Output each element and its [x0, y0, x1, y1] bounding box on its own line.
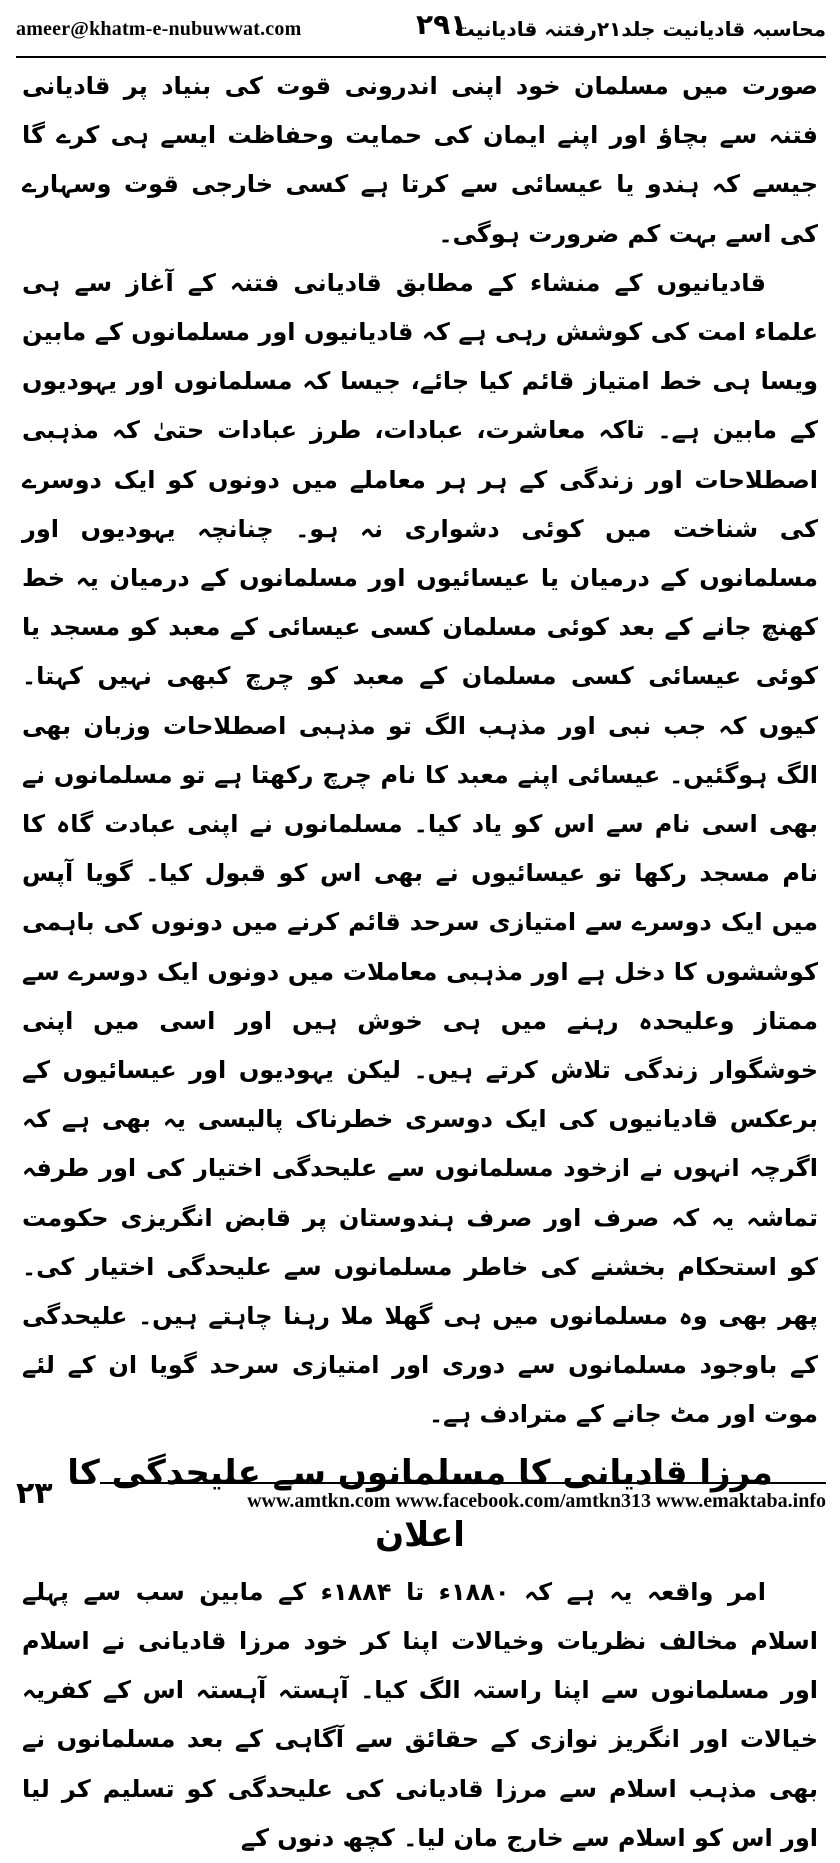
footer-links: www.amtkn.com www.facebook.com/amtkn313 www.emaktaba.info: [247, 1490, 826, 1512]
header-page-number: ۲۹۱: [416, 8, 468, 41]
section-heading: مرزا قادیانی کا مسلمانوں سے علیحدگی کا اعلان: [67, 1452, 773, 1555]
header-book-title: محاسبہ قادیانیت جلد۲۱رفتنہ قادیانیت: [454, 17, 826, 41]
footer-divider: [100, 1482, 826, 1484]
paragraph-2: قادیانیوں کے منشاء کے مطابق قادیانی فتنہ کے آغاز سے ہی علماء امت کی کوشش رہی ہے کہ قادیانیوں اور مسلمانوں کے مابین ویسا ہی خط امتیاز قائم کیا جائے، جیسا کہ مسلمانوں اور یہودیوں کے مابین ہے۔ تاکہ معاشرت، عبادات، طرز عبادات حتیٰ کہ مذہبی اصطلاحات اور زندگی کے ہر ہر معاملے میں دونوں کو ایک دوسرے کی شناخت میں کوئی دشواری نہ ہو۔ چنانچہ یہودیوں اور مسلمانوں کے درمیان یا عیسائیوں اور مسلمانوں کے درمیان یہ خط کھنچ جانے کے بعد کوئی مسلمان کسی عیسائی کے معبد کو مسجد یا کوئی عیسائی کسی مسلمان کے معبد کو چرچ کبھی نہیں کہتا۔ کیوں کہ جب نبی اور مذہب الگ تو مذہبی اصطلاحات وزبان بھی الگ ہوگئیں۔ عیسائی اپنے معبد کا نام چرچ رکھتا ہے تو مسلمانوں نے بھی اسی نام سے اس کو یاد کیا۔ مسلمانوں نے اپنی عبادت گاہ کا نام مسجد رکھا تو عیسائیوں نے بھی اس کو قبول کیا۔ گویا آپس میں ایک دوسرے سے امتیازی سرحد قائم کرنے میں دونوں کی باہمی کوششوں کا دخل ہے اور مذہبی معاملات میں دونوں ایک دوسرے سے ممتاز وعلیحدہ رہنے میں ہی خوش ہیں اور اسی میں اپنی خوشگوار زندگی تلاش کرتے ہیں۔ لیکن یہودیوں اور عیسائیوں کے برعکس قادیانیوں کی ایک دوسری خطرناک پالیسی یہ بھی ہے کہ اگرچہ انہوں نے ازخود مسلمانوں سے علیحدگی اختیار کی اور طرفہ تماشہ یہ کہ صرف اور صرف ہندوستان پر قابض انگریزی حکومت کو استحکام بخشنے کی خاطر مسلمانوں سے علیحدگی اختیار کی۔ پھر بھی وہ مسلمانوں میں ہی گھلا ملا رہنا چاہتے ہیں۔ علیحدگی کے باوجود مسلمانوں سے دوری اور امتیازی سرحد گویا ان کے لئے موت اور مٹ جانے کے مترادف ہے۔: [22, 268, 818, 1429]
paragraph-1: صورت میں مسلمان خود اپنی اندرونی قوت کی بنیاد پر قادیانی فتنہ سے بچاؤ اور اپنے ایمان کی حمایت وحفاظت ایسے ہی کرے گا جیسے کہ ہندو یا عیسائی سے کرتا ہے کسی خارجی قوت وسہارے کی اسے بہت کم ضرورت ہوگی۔: [22, 72, 818, 248]
header-email: ameer@khatm-e-nubuwwat.com: [16, 17, 302, 40]
footer-page-number: ۲۳: [16, 1476, 53, 1511]
page-header: [16, 6, 826, 52]
page-footer: [14, 1476, 826, 1526]
header-divider: [16, 56, 826, 58]
paragraph-3: امر واقعہ یہ ہے کہ ۱۸۸۰ء تا ۱۸۸۴ء کے مابین سب سے پہلے اسلام مخالف نظریات وخیالات اپنا کر خود مرزا قادیانی نے اسلام اور مسلمانوں سے اپنا راستہ الگ کیا۔ آہستہ آہستہ اس کے کفریہ خیالات اور انگریز نوازی کے حقائق سے آگاہی کے بعد مسلمانوں نے بھی مذہب اسلام سے مرزا قادیانی کی علیحدگی کو تسلیم کر لیا اور اس کو اسلام سے خارج مان لیا۔ کچھ دنوں کے: [22, 1577, 818, 1852]
